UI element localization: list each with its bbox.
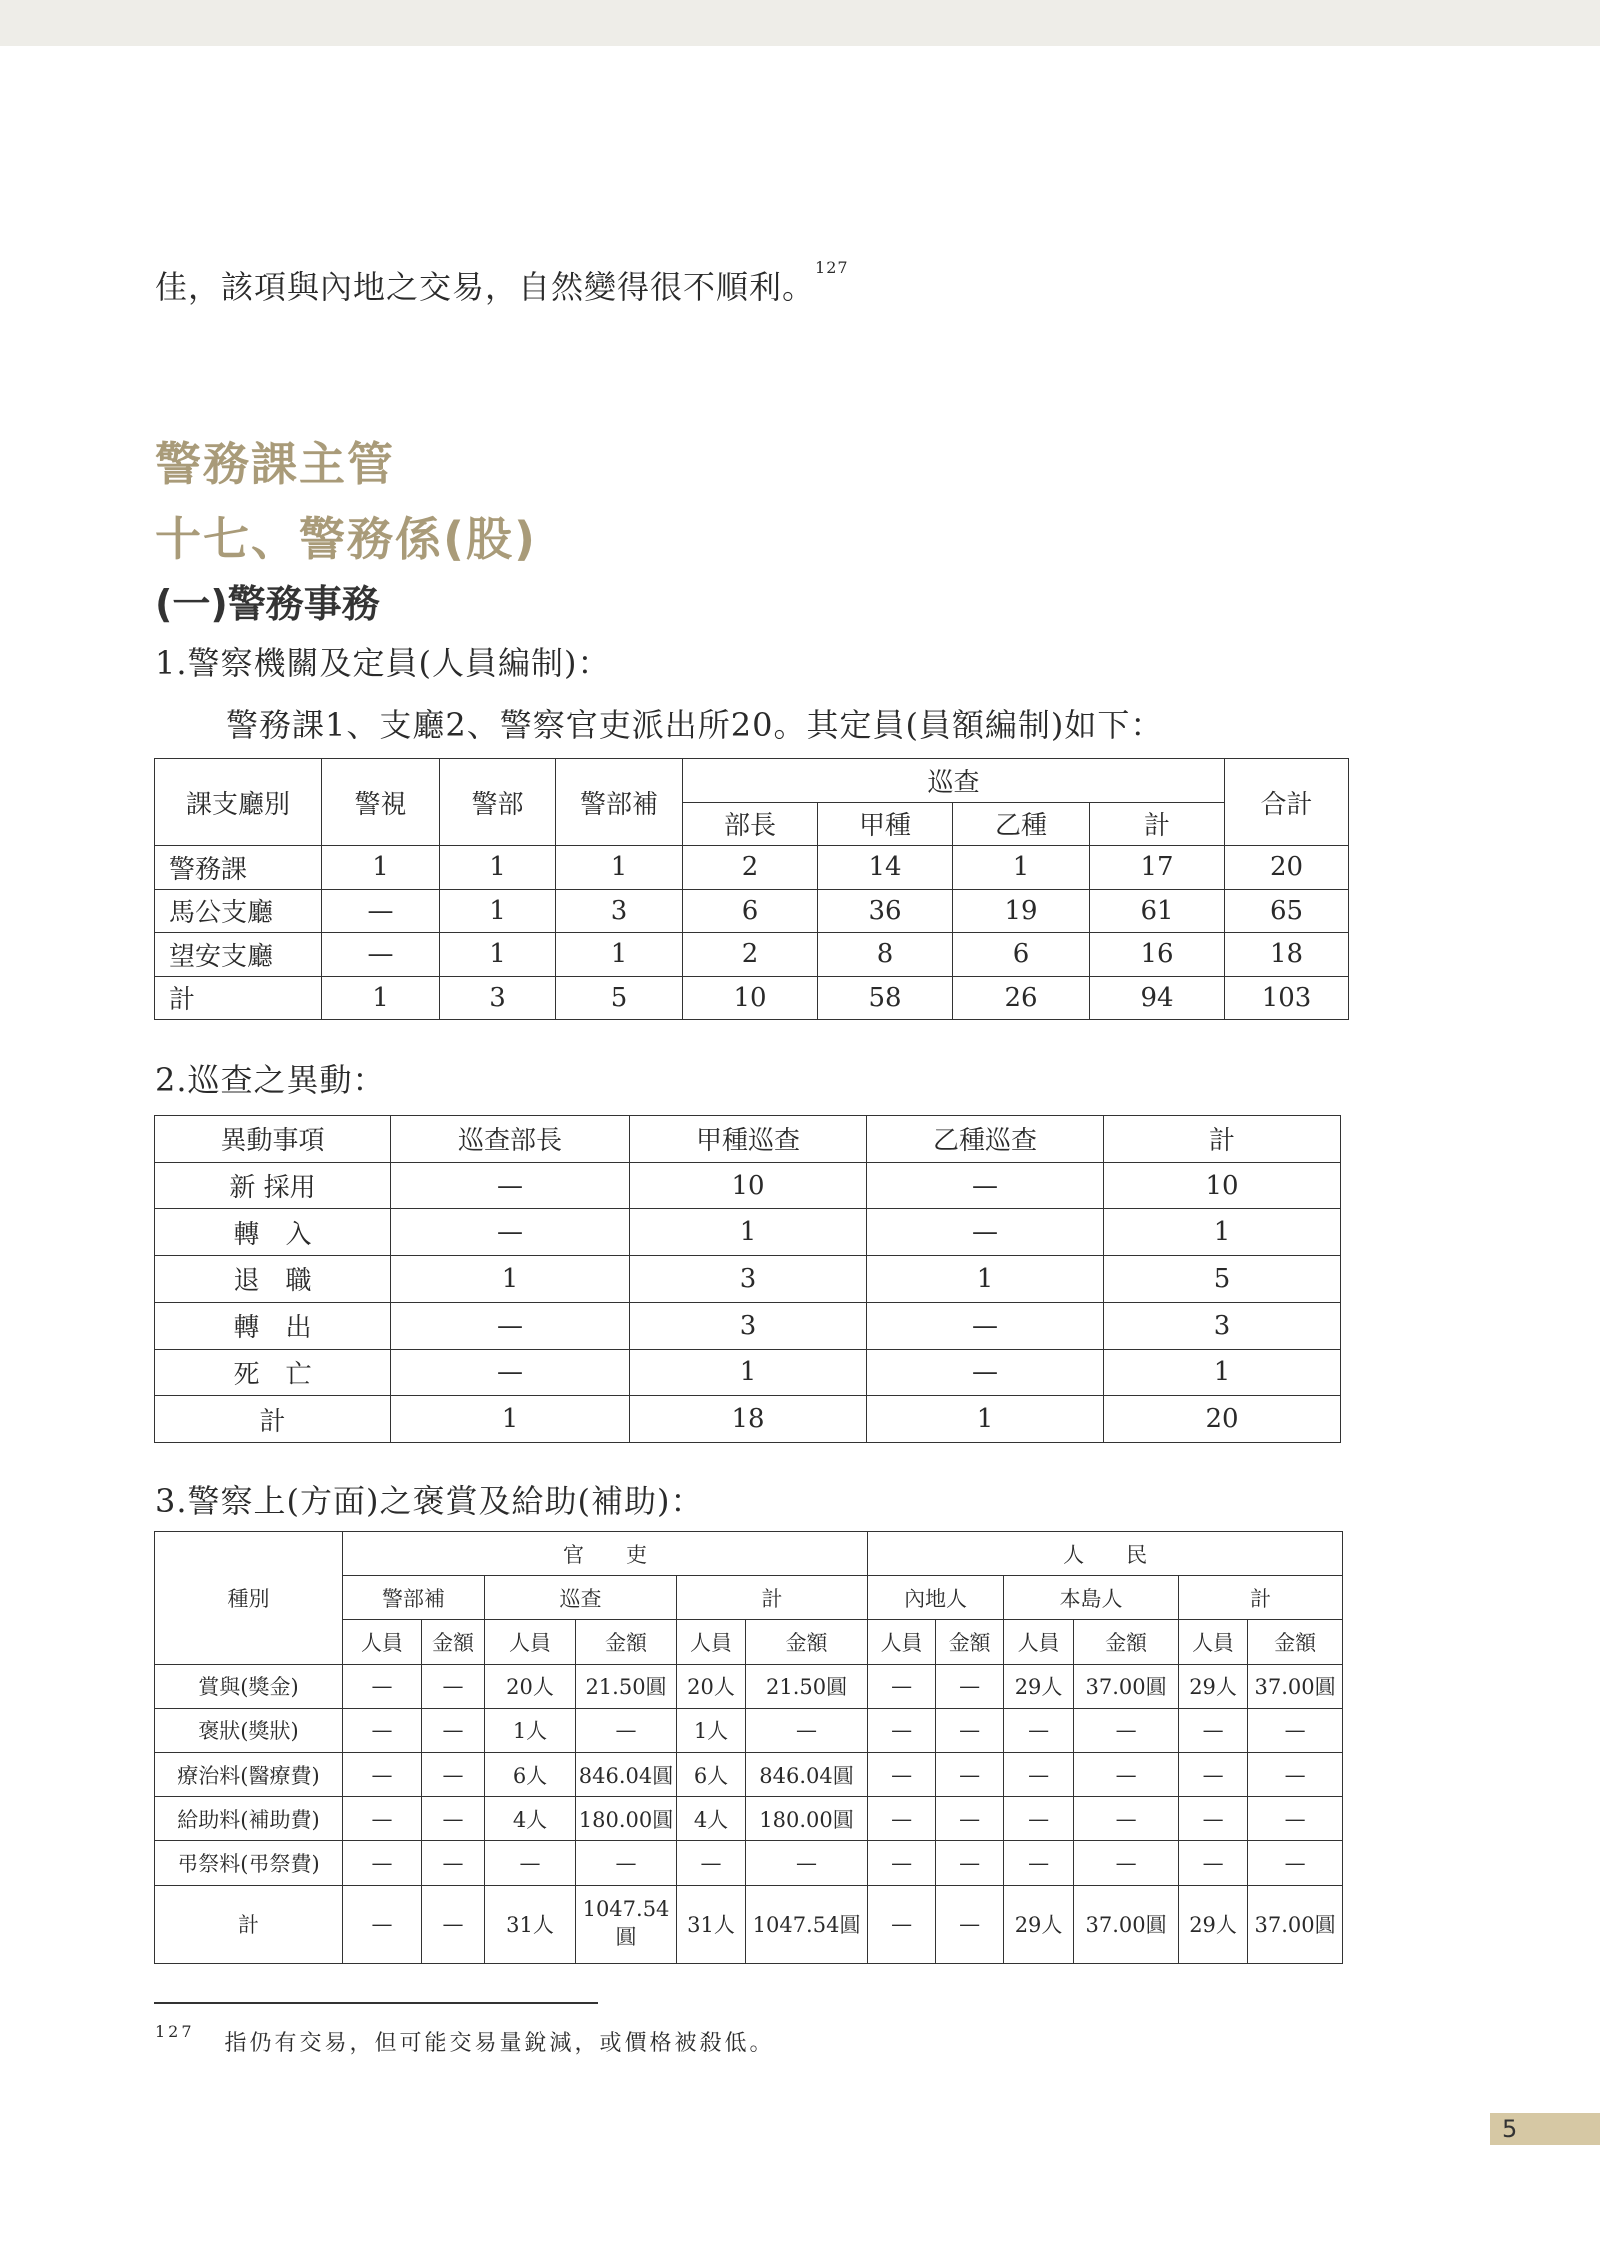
table-row — [155, 976, 1349, 1020]
table-cell: 180.00圓 — [576, 1797, 677, 1841]
table-cell: 弔祭料(弔祭費) — [155, 1841, 343, 1885]
table-cell: — — [576, 1841, 677, 1885]
table-row — [155, 1209, 1341, 1256]
table-cell: 6人 — [677, 1752, 746, 1796]
table-row — [155, 1841, 1343, 1885]
table-cell: — — [1248, 1797, 1343, 1841]
table-cell: 計 — [155, 976, 322, 1020]
table-cell: 馬公支廳 — [155, 889, 322, 933]
table-cell: 37.00圓 — [1248, 1885, 1343, 1964]
table-cell: — — [343, 1797, 422, 1841]
table-cell: — — [485, 1841, 576, 1885]
table-cell: — — [391, 1349, 630, 1396]
header-cell: 金額 — [936, 1620, 1004, 1664]
section-heading: 警務課主管 — [155, 437, 395, 491]
header-cell: 本島人 — [1004, 1576, 1179, 1620]
table-cell: — — [868, 1885, 936, 1964]
table-cell: — — [1248, 1752, 1343, 1796]
table-cell: 警務課 — [155, 846, 322, 890]
header-cell: 甲種巡查 — [630, 1116, 867, 1163]
table-cell: 65 — [1225, 889, 1349, 933]
table-cell: 26 — [953, 976, 1090, 1020]
table-row — [155, 1885, 1343, 1964]
table-cell: — — [746, 1841, 868, 1885]
table-cell: 36 — [818, 889, 953, 933]
header-cell: 內地人 — [868, 1576, 1004, 1620]
table-cell: — — [391, 1162, 630, 1209]
header-cell: 合計 — [1225, 759, 1349, 846]
table-cell: 1 — [630, 1349, 867, 1396]
table-cell: — — [1074, 1797, 1179, 1841]
table-cell: 3 — [630, 1256, 867, 1303]
header-cell: 巡查 — [485, 1576, 677, 1620]
table-row — [155, 1396, 1341, 1443]
table-cell: — — [422, 1841, 485, 1885]
table-cell: 3 — [556, 889, 683, 933]
item2-title: 2.巡查之異動： — [155, 1061, 386, 1099]
table-cell: — — [1179, 1797, 1248, 1841]
table-cell: — — [936, 1797, 1004, 1841]
table-cell: 5 — [556, 976, 683, 1020]
header-cell: 異動事項 — [155, 1116, 391, 1163]
table-cell: 21.50圓 — [576, 1664, 677, 1708]
table-cell: 31人 — [677, 1885, 746, 1964]
footnote-divider — [154, 2002, 598, 2004]
table-cell: 望安支廳 — [155, 933, 322, 977]
header-cell: 警視 — [322, 759, 440, 846]
table-row — [155, 1302, 1341, 1349]
table-cell: 31人 — [485, 1885, 576, 1964]
table-cell: 轉 出 — [155, 1302, 391, 1349]
header-cell: 金額 — [746, 1620, 868, 1664]
table-cell: 37.00圓 — [1248, 1664, 1343, 1708]
table-cell: 4人 — [677, 1797, 746, 1841]
table-cell: 5 — [1104, 1256, 1341, 1303]
table-cell: — — [576, 1708, 677, 1752]
table-cell: — — [391, 1302, 630, 1349]
table-cell: 計 — [155, 1885, 343, 1964]
table-cell: 死 亡 — [155, 1349, 391, 1396]
table-cell: 29人 — [1179, 1664, 1248, 1708]
table-cell: 16 — [1090, 933, 1225, 977]
table-cell: 1 — [556, 933, 683, 977]
table-row — [155, 933, 1349, 977]
table-cell: 10 — [630, 1162, 867, 1209]
table-cell: 17 — [1090, 846, 1225, 890]
table-cell: 轉 入 — [155, 1209, 391, 1256]
table-cell: 1人 — [677, 1708, 746, 1752]
table-cell: 37.00圓 — [1074, 1885, 1179, 1964]
table-cell: 1 — [322, 976, 440, 1020]
table-cell: — — [746, 1708, 868, 1752]
table-cell: — — [1074, 1841, 1179, 1885]
group-row — [155, 1532, 1343, 1576]
header-cell: 官 吏 — [343, 1532, 868, 1576]
table-cell: — — [936, 1885, 1004, 1964]
page-number: 5 — [1490, 2113, 1600, 2145]
table-row — [155, 889, 1349, 933]
table-cell: — — [936, 1841, 1004, 1885]
table-cell: 1 — [440, 846, 556, 890]
table-cell: — — [868, 1841, 936, 1885]
table-row — [155, 846, 1349, 890]
table-cell: 21.50圓 — [746, 1664, 868, 1708]
patrol-changes-table — [154, 1115, 1341, 1443]
header-cell: 人 民 — [868, 1532, 1343, 1576]
header-cell: 甲種 — [818, 802, 953, 846]
table-cell: 846.04圓 — [576, 1752, 677, 1796]
table-cell: 褒狀(獎狀) — [155, 1708, 343, 1752]
table-cell: 1 — [630, 1209, 867, 1256]
table-cell: 1 — [1104, 1349, 1341, 1396]
footnote — [155, 2022, 775, 2057]
table-cell: 94 — [1090, 976, 1225, 1020]
table-cell: — — [936, 1664, 1004, 1708]
table-cell: — — [322, 933, 440, 977]
table-cell: 29人 — [1004, 1885, 1074, 1964]
table-cell: 1 — [440, 933, 556, 977]
table-cell: — — [1004, 1708, 1074, 1752]
table-cell: 18 — [1225, 933, 1349, 977]
table-cell: 3 — [630, 1302, 867, 1349]
table-cell: 1 — [1104, 1209, 1341, 1256]
table-cell: — — [422, 1797, 485, 1841]
table-cell: 1 — [953, 846, 1090, 890]
header-cell: 部長 — [683, 802, 818, 846]
header-cell: 人員 — [485, 1620, 576, 1664]
header-cell: 種別 — [155, 1532, 343, 1665]
table-cell: — — [868, 1664, 936, 1708]
table-cell: 賞與(獎金) — [155, 1664, 343, 1708]
table-cell: — — [343, 1664, 422, 1708]
intro-text: 佳，該項與內地之交易，自然變得很不順利。 — [155, 268, 816, 306]
table-cell: 1 — [322, 846, 440, 890]
table-row — [155, 1797, 1343, 1841]
staff-quota-table — [154, 758, 1349, 1020]
table-cell: 29人 — [1004, 1664, 1074, 1708]
header-cell: 警部補 — [556, 759, 683, 846]
table-cell: — — [1074, 1752, 1179, 1796]
footnote-ref: 127 — [815, 258, 849, 277]
header-cell: 警部 — [440, 759, 556, 846]
table-cell: — — [936, 1708, 1004, 1752]
table-cell: 6人 — [485, 1752, 576, 1796]
table-cell: 180.00圓 — [746, 1797, 868, 1841]
table-cell: 2 — [683, 933, 818, 977]
table-cell: — — [322, 889, 440, 933]
table-cell: — — [867, 1162, 1104, 1209]
table-cell: 18 — [630, 1396, 867, 1443]
header-cell: 巡查 — [683, 759, 1225, 803]
item3-title: 3.警察上(方面)之褒賞及給助(補助)： — [155, 1482, 704, 1520]
table-cell: 3 — [440, 976, 556, 1020]
item1-title: 1.警察機關及定員(人員編制)： — [155, 644, 611, 682]
header-cell: 金額 — [576, 1620, 677, 1664]
table-cell: — — [867, 1302, 1104, 1349]
header-cell: 計 — [1090, 802, 1225, 846]
table-row — [155, 1708, 1343, 1752]
table-cell: — — [868, 1752, 936, 1796]
table-cell: — — [422, 1752, 485, 1796]
header-cell: 人員 — [1004, 1620, 1074, 1664]
scan-top-band — [0, 0, 1600, 46]
table-cell: 1 — [391, 1256, 630, 1303]
table-cell: 10 — [1104, 1162, 1341, 1209]
table-cell: 37.00圓 — [1074, 1664, 1179, 1708]
table-cell: — — [391, 1209, 630, 1256]
table-cell: 1 — [867, 1256, 1104, 1303]
table-cell: — — [867, 1209, 1104, 1256]
table-cell: — — [343, 1708, 422, 1752]
table-cell: 1047.54圓 — [746, 1885, 868, 1964]
table-cell: 4人 — [485, 1797, 576, 1841]
header-cell: 人員 — [343, 1620, 422, 1664]
table-cell: 20 — [1104, 1396, 1341, 1443]
table-cell: — — [1179, 1708, 1248, 1752]
header-cell: 課支廳別 — [155, 759, 322, 846]
header-cell: 人員 — [868, 1620, 936, 1664]
header-cell: 人員 — [677, 1620, 746, 1664]
table-cell: 退 職 — [155, 1256, 391, 1303]
header-cell: 乙種 — [953, 802, 1090, 846]
table-cell: 給助料(補助費) — [155, 1797, 343, 1841]
table-cell: — — [1074, 1708, 1179, 1752]
table-cell: — — [677, 1841, 746, 1885]
table-cell: 1 — [867, 1396, 1104, 1443]
table-cell: — — [1179, 1752, 1248, 1796]
table-cell: — — [1004, 1797, 1074, 1841]
table-row — [155, 1349, 1341, 1396]
table-cell: — — [1248, 1708, 1343, 1752]
table-cell: 14 — [818, 846, 953, 890]
header-cell: 計 — [1179, 1576, 1343, 1620]
table-cell: — — [1004, 1841, 1074, 1885]
table-cell: — — [936, 1752, 1004, 1796]
header-cell: 金額 — [1074, 1620, 1179, 1664]
table-cell: — — [343, 1885, 422, 1964]
subsection-heading: (一)警務事務 — [155, 582, 380, 626]
table-cell: — — [422, 1664, 485, 1708]
table-row — [155, 1162, 1341, 1209]
header-cell: 警部補 — [343, 1576, 485, 1620]
header-cell: 巡查部長 — [391, 1116, 630, 1163]
header-cell: 乙種巡查 — [867, 1116, 1104, 1163]
table-cell: 8 — [818, 933, 953, 977]
table-cell: 1 — [440, 889, 556, 933]
table-cell: 計 — [155, 1396, 391, 1443]
table-cell: 103 — [1225, 976, 1349, 1020]
intro-paragraph — [155, 258, 849, 308]
table-cell: 3 — [1104, 1302, 1341, 1349]
table-cell: — — [1248, 1841, 1343, 1885]
table-cell: 20人 — [485, 1664, 576, 1708]
table-cell: — — [343, 1841, 422, 1885]
table-cell: — — [343, 1752, 422, 1796]
table-cell: 新 採用 — [155, 1162, 391, 1209]
table-cell: 療治料(醫療費) — [155, 1752, 343, 1796]
table-row — [155, 1664, 1343, 1708]
table-cell: 10 — [683, 976, 818, 1020]
table-cell: 19 — [953, 889, 1090, 933]
header-cell: 金額 — [1248, 1620, 1343, 1664]
table-row — [155, 1256, 1341, 1303]
header-cell: 計 — [1104, 1116, 1341, 1163]
rewards-table — [154, 1531, 1343, 1964]
table-cell: 6 — [953, 933, 1090, 977]
table-cell: 1 — [391, 1396, 630, 1443]
table-cell: 29人 — [1179, 1885, 1248, 1964]
header-row — [155, 759, 1349, 803]
footnote-text: 指仍有交易，但可能交易量銳減，或價格被殺低。 — [224, 2031, 775, 2056]
header-cell: 人員 — [1179, 1620, 1248, 1664]
item1-text: 警務課1、支廳2、警察官吏派出所20。其定員(員額編制)如下： — [226, 706, 1164, 744]
table-cell: — — [867, 1349, 1104, 1396]
table-cell: — — [422, 1885, 485, 1964]
table-cell: 846.04圓 — [746, 1752, 868, 1796]
table-cell: 20 — [1225, 846, 1349, 890]
table-cell: 2 — [683, 846, 818, 890]
table-row — [155, 1752, 1343, 1796]
table-cell: 20人 — [677, 1664, 746, 1708]
table-cell: 6 — [683, 889, 818, 933]
header-row — [155, 1116, 1341, 1163]
table-cell: 58 — [818, 976, 953, 1020]
header-cell: 計 — [677, 1576, 868, 1620]
table-cell: — — [868, 1797, 936, 1841]
table-cell: — — [868, 1708, 936, 1752]
header-cell: 金額 — [422, 1620, 485, 1664]
table-cell: — — [1179, 1841, 1248, 1885]
table-cell: 61 — [1090, 889, 1225, 933]
chapter-heading: 十七、警務係(股) — [155, 512, 538, 566]
table-cell: 1047.54圓 — [576, 1885, 677, 1964]
table-cell: — — [422, 1708, 485, 1752]
footnote-number: 127 — [155, 2022, 195, 2041]
table-cell: 1 — [556, 846, 683, 890]
table-cell: 1人 — [485, 1708, 576, 1752]
table-cell: — — [1004, 1752, 1074, 1796]
